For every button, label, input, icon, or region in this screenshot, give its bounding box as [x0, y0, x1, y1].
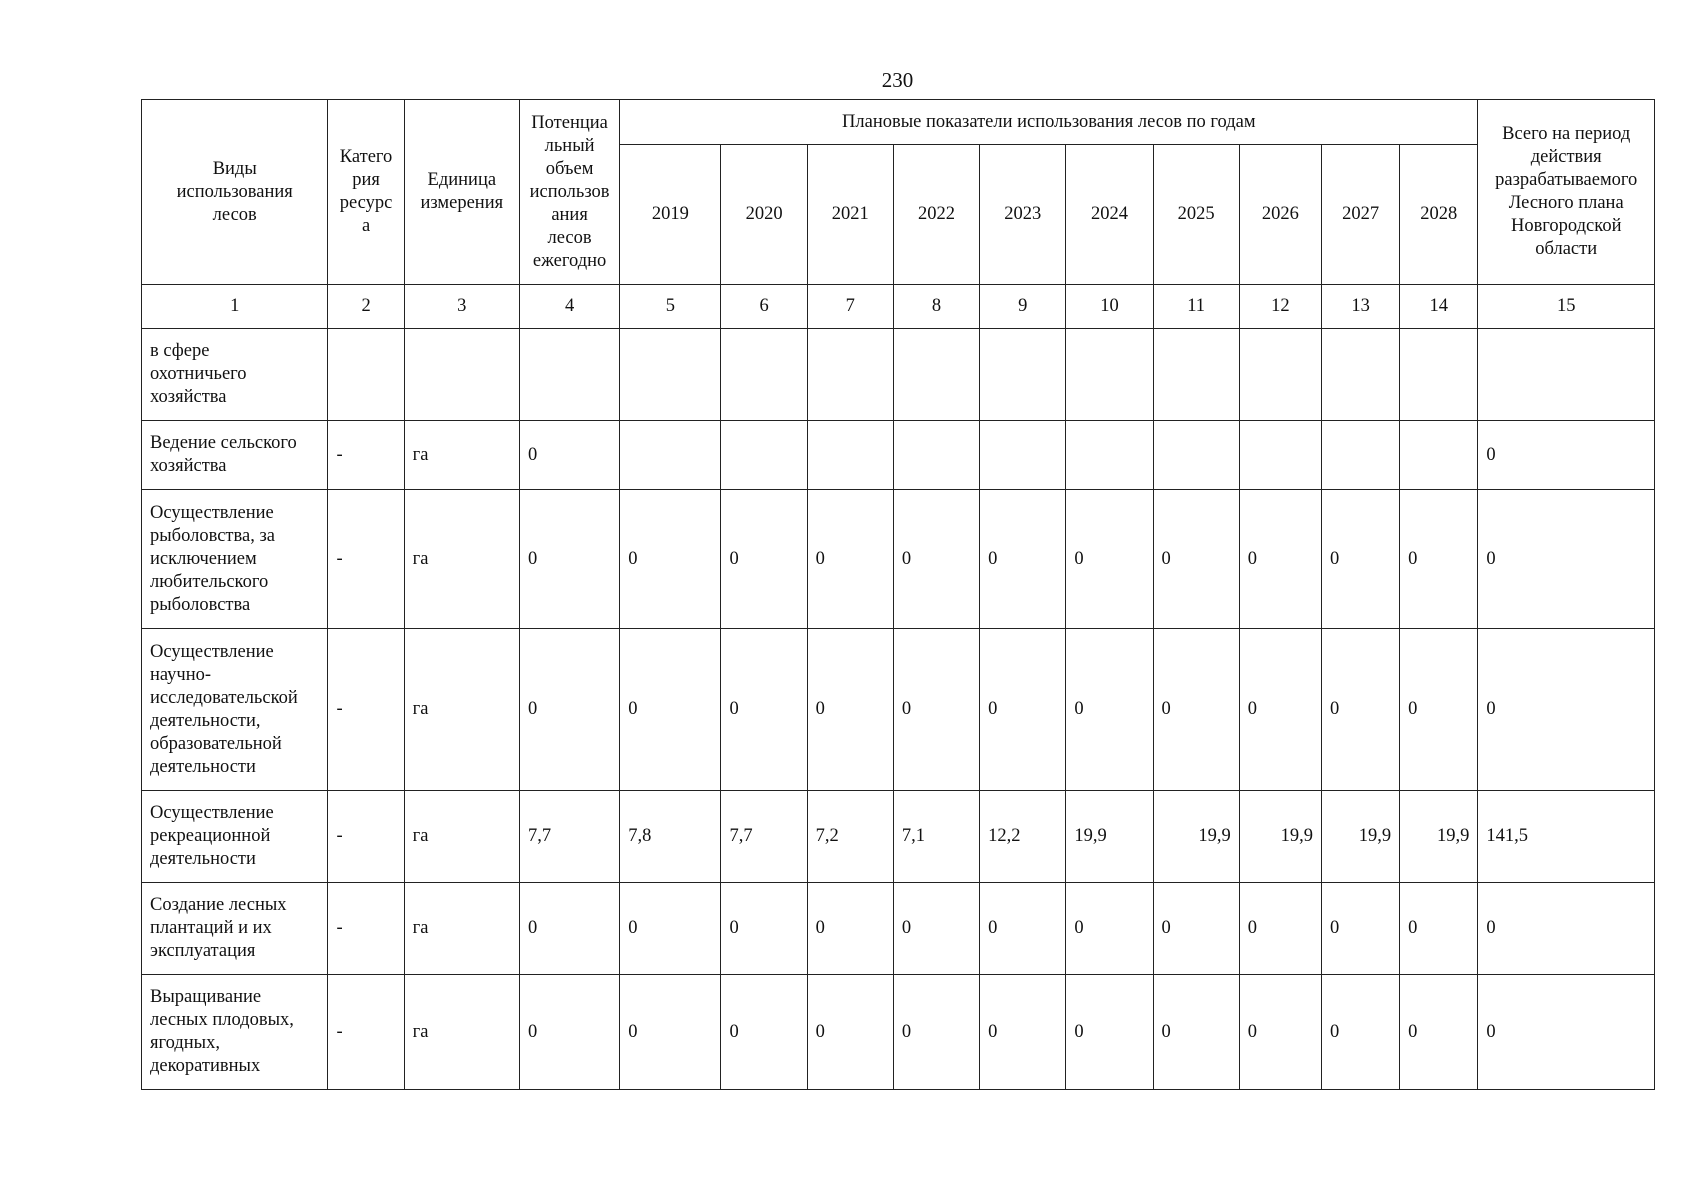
table-row	[142, 629, 1655, 791]
table-row	[142, 883, 1655, 975]
column-number: 9	[980, 285, 1066, 329]
column-number: 1	[142, 285, 328, 329]
cell-category: -	[328, 975, 404, 1090]
table-row	[142, 490, 1655, 629]
cell-year: 0	[893, 975, 979, 1090]
column-number: 6	[721, 285, 807, 329]
cell-year: 0	[807, 883, 893, 975]
cell-year: 0	[1321, 629, 1399, 791]
header-total: Всего на период действия разрабатываемого Лесного плана Новгородской области	[1478, 100, 1655, 285]
cell-year: 19,9	[1400, 791, 1478, 883]
cell-total: 141,5	[1478, 791, 1655, 883]
cell-year	[1400, 329, 1478, 421]
table-row	[142, 329, 1655, 421]
cell-unit: га	[404, 421, 519, 490]
cell-year: 19,9	[1321, 791, 1399, 883]
header-year: 2019	[620, 145, 721, 285]
header-kind: Виды использования лесов	[142, 100, 328, 285]
header-unit: Единица измерения	[404, 100, 519, 285]
cell-year	[721, 421, 807, 490]
column-number: 14	[1400, 285, 1478, 329]
cell-year: 0	[893, 490, 979, 629]
cell-unit: га	[404, 490, 519, 629]
cell-category	[328, 329, 404, 421]
cell-year	[1153, 329, 1239, 421]
header-year: 2024	[1066, 145, 1153, 285]
forest-use-table	[141, 99, 1655, 1090]
header-row-top	[142, 100, 1655, 145]
cell-potential	[519, 329, 619, 421]
cell-category: -	[328, 883, 404, 975]
cell-total: 0	[1478, 883, 1655, 975]
cell-year: 0	[807, 975, 893, 1090]
cell-year: 0	[721, 490, 807, 629]
cell-year: 0	[721, 883, 807, 975]
cell-year: 0	[1153, 975, 1239, 1090]
cell-year: 0	[893, 629, 979, 791]
cell-total	[1478, 329, 1655, 421]
row-name: Осуществление рекреационной деятельности	[142, 791, 328, 883]
cell-category: -	[328, 629, 404, 791]
cell-year: 0	[620, 490, 721, 629]
table-row	[142, 791, 1655, 883]
cell-total: 0	[1478, 975, 1655, 1090]
header-year: 2027	[1321, 145, 1399, 285]
cell-year	[1153, 421, 1239, 490]
column-number: 2	[328, 285, 404, 329]
cell-year: 0	[1239, 490, 1321, 629]
column-number: 5	[620, 285, 721, 329]
cell-year: 0	[620, 883, 721, 975]
cell-year	[807, 329, 893, 421]
cell-year	[620, 329, 721, 421]
cell-year	[893, 421, 979, 490]
row-name: Осуществление научно- исследовательской деятельности, образовательной деятельности	[142, 629, 328, 791]
row-name: Ведение сельского хозяйства	[142, 421, 328, 490]
header-year: 2023	[980, 145, 1066, 285]
cell-year: 0	[620, 975, 721, 1090]
cell-year: 0	[1153, 883, 1239, 975]
header-year: 2021	[807, 145, 893, 285]
cell-year: 0	[1321, 975, 1399, 1090]
cell-year: 0	[1400, 490, 1478, 629]
cell-total: 0	[1478, 629, 1655, 791]
column-number: 11	[1153, 285, 1239, 329]
cell-year	[807, 421, 893, 490]
cell-year	[980, 421, 1066, 490]
cell-year: 0	[1400, 629, 1478, 791]
header-year: 2022	[893, 145, 979, 285]
cell-year: 0	[1239, 975, 1321, 1090]
cell-potential: 7,7	[519, 791, 619, 883]
cell-year	[1239, 329, 1321, 421]
cell-year: 0	[1153, 629, 1239, 791]
cell-year: 19,9	[1153, 791, 1239, 883]
column-number: 13	[1321, 285, 1399, 329]
cell-year: 0	[1066, 629, 1153, 791]
cell-total: 0	[1478, 421, 1655, 490]
header-year: 2026	[1239, 145, 1321, 285]
header-year: 2025	[1153, 145, 1239, 285]
cell-year: 0	[1153, 490, 1239, 629]
cell-year: 0	[807, 629, 893, 791]
cell-year: 7,7	[721, 791, 807, 883]
column-number: 3	[404, 285, 519, 329]
cell-year	[1239, 421, 1321, 490]
cell-year	[1066, 329, 1153, 421]
cell-potential: 0	[519, 883, 619, 975]
row-name: в сфере охотничьего хозяйства	[142, 329, 328, 421]
column-number: 15	[1478, 285, 1655, 329]
cell-category: -	[328, 791, 404, 883]
cell-potential: 0	[519, 975, 619, 1090]
cell-year: 0	[980, 883, 1066, 975]
row-name: Выращивание лесных плодовых, ягодных, декоративных	[142, 975, 328, 1090]
cell-year: 0	[893, 883, 979, 975]
header-potential: Потенциа льный объем использов ания лесов ежегодно	[519, 100, 619, 285]
cell-year: 19,9	[1066, 791, 1153, 883]
cell-year	[980, 329, 1066, 421]
cell-year: 0	[721, 629, 807, 791]
cell-year: 0	[1400, 975, 1478, 1090]
column-number: 4	[519, 285, 619, 329]
column-number: 10	[1066, 285, 1153, 329]
cell-unit: га	[404, 883, 519, 975]
cell-year: 0	[1066, 490, 1153, 629]
table-row	[142, 975, 1655, 1090]
cell-year: 0	[1321, 883, 1399, 975]
cell-year	[1321, 329, 1399, 421]
page-number: 230	[881, 68, 914, 92]
cell-potential: 0	[519, 490, 619, 629]
cell-year: 7,2	[807, 791, 893, 883]
cell-year: 0	[1066, 975, 1153, 1090]
cell-year: 0	[807, 490, 893, 629]
cell-unit: га	[404, 629, 519, 791]
header-year: 2020	[721, 145, 807, 285]
cell-unit: га	[404, 975, 519, 1090]
cell-year	[1321, 421, 1399, 490]
column-number-row	[142, 285, 1655, 329]
cell-year: 0	[980, 629, 1066, 791]
cell-year: 0	[1239, 883, 1321, 975]
cell-total: 0	[1478, 490, 1655, 629]
cell-potential: 0	[519, 421, 619, 490]
cell-year	[620, 421, 721, 490]
table-row	[142, 421, 1655, 490]
cell-year: 0	[980, 490, 1066, 629]
header-year: 2028	[1400, 145, 1478, 285]
cell-year	[1066, 421, 1153, 490]
cell-year: 7,1	[893, 791, 979, 883]
column-number: 12	[1239, 285, 1321, 329]
cell-year: 0	[721, 975, 807, 1090]
cell-year: 12,2	[980, 791, 1066, 883]
cell-category: -	[328, 421, 404, 490]
cell-year: 0	[1066, 883, 1153, 975]
cell-year: 19,9	[1239, 791, 1321, 883]
header-category: Катего рия ресурс а	[328, 100, 404, 285]
cell-year	[893, 329, 979, 421]
cell-unit: га	[404, 791, 519, 883]
row-name: Осуществление рыболовства, за исключением любительского рыболовства	[142, 490, 328, 629]
row-name: Создание лесных плантаций и их эксплуатация	[142, 883, 328, 975]
cell-year: 0	[1321, 490, 1399, 629]
cell-year: 0	[620, 629, 721, 791]
cell-unit	[404, 329, 519, 421]
column-number: 7	[807, 285, 893, 329]
cell-year	[721, 329, 807, 421]
column-number: 8	[893, 285, 979, 329]
cell-year: 0	[1400, 883, 1478, 975]
cell-category: -	[328, 490, 404, 629]
cell-year: 0	[1239, 629, 1321, 791]
cell-year	[1400, 421, 1478, 490]
cell-year: 0	[980, 975, 1066, 1090]
header-planned: Плановые показатели использования лесов по годам	[620, 100, 1478, 145]
cell-potential: 0	[519, 629, 619, 791]
cell-year: 7,8	[620, 791, 721, 883]
